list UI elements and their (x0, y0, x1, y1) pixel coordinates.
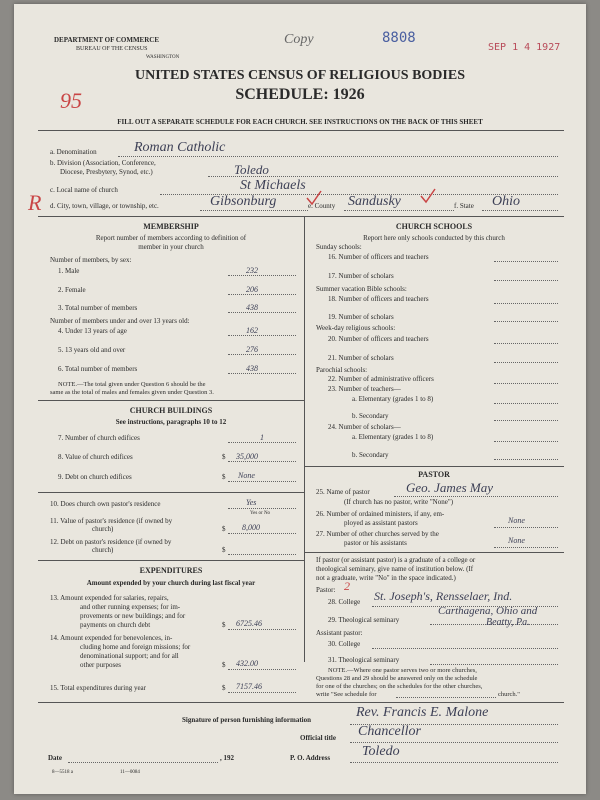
date-label: Date (48, 754, 62, 762)
q25-note: (If church has no pastor, write "None") (344, 498, 454, 506)
state-value: Ohio (492, 194, 520, 209)
q11-label-2: church) (92, 525, 114, 533)
q28-label: 28. College (328, 598, 361, 606)
pastor-note-1: NOTE.—Where one pastor serves two or more churches, (328, 667, 477, 674)
form-number-1: 8—5518 a (52, 770, 73, 775)
parochial-schools-label: Parochial schools: (316, 366, 368, 374)
official-title-value: Chancellor (358, 724, 421, 739)
q28-value: St. Joseph's, Rensselaer, Ind. (374, 589, 513, 603)
q10-value: Yes (246, 498, 257, 507)
q16-label: 16. Number of officers and teachers (328, 253, 429, 261)
q4-label: 4. Under 13 years of age (58, 327, 127, 335)
q27-label-1: 27. Number of other churches served by the (316, 530, 439, 538)
yes-no-hint: Yes or No (250, 511, 271, 516)
q29-value-2: Beatty, Pa. (486, 617, 530, 628)
membership-heading: MEMBERSHIP (143, 222, 199, 231)
q13-label-3: provements or new buildings; and for (80, 612, 186, 620)
q7-value: 1 (260, 433, 264, 442)
serial-stamp: 8808 (382, 30, 416, 46)
q27-value: None (508, 536, 525, 545)
weekday-schools-label: Week-day religious schools: (316, 324, 396, 332)
grad-instr-3: not a graduate, write "No" in the space indicated.) (316, 574, 456, 582)
buildings-sub: See instructions, paragraphs 10 to 12 (115, 418, 227, 426)
copy-annotation: Copy (284, 32, 314, 47)
membership-intro-1: Report number of members according to definition of (95, 234, 247, 242)
q7-label: 7. Number of church edifices (58, 434, 140, 442)
membership-note-1: NOTE.—The total given under Question 6 should be the (58, 381, 206, 388)
q3-value: 438 (246, 303, 258, 312)
q24-label: 24. Number of scholars— (328, 423, 401, 431)
signature-label: Signature of person furnishing information (182, 716, 311, 724)
q29-label: 29. Theological seminary (328, 616, 400, 624)
q8-value: 35,000 (236, 452, 258, 461)
schools-heading: CHURCH SCHOOLS (395, 222, 473, 231)
by-sex-label: Number of members, by sex: (50, 256, 132, 264)
q12-label-2: church) (92, 546, 114, 554)
q19-label: 19. Number of scholars (328, 313, 394, 321)
expenditures-sub: Amount expended by your church during last fiscal year (86, 579, 256, 587)
q1-label: 1. Male (58, 267, 80, 275)
q13-label-1: 13. Amount expended for salaries, repairs, (50, 594, 169, 602)
pastor-note-5: church." (498, 691, 520, 698)
pastor-mark: 2 (344, 579, 350, 593)
q14-label-2: cluding home and foreign missions; for (80, 643, 191, 651)
q11-value: 8,000 (242, 523, 260, 532)
q2-value: 206 (246, 285, 258, 294)
date-year: , 192 (220, 754, 234, 762)
state-label: f. State (454, 202, 474, 210)
q23b-label: b. Secondary (352, 412, 389, 420)
dept-label: DEPARTMENT OF COMMERCE (54, 36, 160, 44)
sunday-schools-label: Sunday schools: (316, 243, 362, 251)
form-subtitle: SCHEDULE: 1926 (235, 86, 365, 103)
q14-label-4: other purposes (80, 661, 122, 669)
q6-value: 438 (246, 364, 258, 373)
q9-value: None (238, 471, 255, 480)
q11-label-1: 11. Value of pastor's residence (if owned by (50, 517, 173, 525)
city-value: Gibsonburg (210, 194, 277, 209)
membership-intro-2: member in your church (138, 243, 204, 251)
q14-label-3: denominational support; and for all (80, 652, 179, 660)
official-title-label: Official title (300, 734, 336, 742)
form-number-2: 11—0084 (120, 770, 140, 775)
grad-instr-1: If pastor (or assistant pastor) is a graduate of a college or (316, 556, 476, 564)
q10-label: 10. Does church own pastor's residence (50, 500, 161, 508)
q13-label-2: and other running expenses; for im- (80, 603, 181, 611)
q4-value: 162 (246, 326, 258, 335)
q13-value: 6725.46 (236, 619, 262, 628)
q13-label-4: payments on church debt (80, 621, 151, 629)
expenditures-heading: EXPENDITURES (139, 566, 203, 575)
by-age-label: Number of members under and over 13 years old: (50, 317, 190, 325)
mark-95: 95 (60, 88, 82, 113)
pastor-note-4: write "See schedule for (316, 691, 377, 698)
q17-label: 17. Number of scholars (328, 272, 394, 280)
county-label: e. County (308, 202, 336, 210)
q1-value: 232 (246, 266, 258, 275)
denomination-label: a. Denomination (50, 148, 97, 156)
buildings-heading: CHURCH BUILDINGS (129, 406, 213, 415)
pastor-label: Pastor: (316, 586, 336, 594)
division-label-1: b. Division (Association, Conference, (50, 159, 156, 167)
q26-label-2: ployed as assistant pastors (344, 519, 418, 527)
schools-intro: Report here only schools conducted by this church (363, 234, 505, 242)
q2-label: 2. Female (58, 286, 86, 294)
signature-value: Rev. Francis E. Malone (356, 705, 489, 720)
q18-label: 18. Number of officers and teachers (328, 295, 429, 303)
church-name-value: St Michaels (240, 178, 306, 193)
q5-label: 5. 13 years old and over (58, 346, 126, 354)
q23a-label: a. Elementary (grades 1 to 8) (352, 395, 434, 403)
church-name-label: c. Local name of church (50, 186, 118, 194)
q14-value: 432.00 (236, 659, 258, 668)
po-address-value: Toledo (362, 744, 400, 759)
bureau-label: BUREAU OF THE CENSUS (76, 46, 148, 52)
division-value: Toledo (234, 162, 269, 177)
form-title: UNITED STATES CENSUS OF RELIGIOUS BODIES (134, 68, 465, 83)
po-address-label: P. O. Address (290, 754, 331, 762)
mark-r: R (28, 190, 42, 215)
instruction-line: FILL OUT A SEPARATE SCHEDULE FOR EACH CHURCH. SEE INSTRUCTIONS ON THE BACK OF THIS SHEET (117, 118, 483, 126)
q30-label: 30. College (328, 640, 361, 648)
division-label-2: Diocese, Presbytery, Synod, etc.) (60, 168, 153, 176)
q8-label: 8. Value of church edifices (58, 453, 133, 461)
census-schedule-page: DEPARTMENT OF COMMERCE BUREAU OF THE CENSUS WASHINGTON Copy 8808 SEP 1 4 1927 UNITED STATES CENSUS OF RELIGIOUS BODIES SCHEDULE: 1926 95 FILL OUT A SEPARATE SCHEDULE FOR EACH CHURCH. SEE INSTRUCTIONS ON THE BACK OF THIS SHEET R a. Denomination Roman Catholic b. Division (Association, Conference, Diocese, Presbytery, Synod, etc.) Toledo c. Local name of church St Michaels d. City, town, village, or township, etc. Gibsonburg e. County Sandusky f. State Ohio MEMBERSHIP Report number of members according to definition of member in your church Number of members, by sex: 1. Male 232 2. Female 206 3. Total number of members 438 Number of members under and over 13 years old: 4. Under 13 years of age 162 5. 13 years old and over 276 6. Total number of members 438 NOTE.—The total given under Question 6 should be the same as the total of males and females given under Question 3. CHURCH BUILDINGS See instructions, paragraphs 10 to 12 7. Number of church edifices 1 8. Value of church edifices $ 35,000 9. Debt on church edifices $ None 10. Does church own pastor's residence Yes Yes or No 11. Value of pastor's residence (if owned by church) $ 8,000 12. Debt on pastor's residence (if owned by church) $ EXPENDITURES Amount expended by your church during last fiscal year 13. Amount expended for salaries, repairs, and other running expenses; for im- provements or new buildings; and for payments on church debt $ 6725.46 14. Amount expended for benevolences, in- cluding home and foreign missions; for denominational support; and for all other purposes $ 432.00 15. Total expenditures during year $ 7157.46 CHURCH SCHOOLS Report here only schools conducted by this church Sunday schools: 16. Number of officers and teachers 17. Number of scholars Summer vacation Bible schools: 18. Number of officers and teachers 19. Number of scholars Week-day religious schools: 20. Number of officers and teachers 21. Number of scholars Parochial schools: 22. Number of administrative officers 23. Number of teachers— a. Elementary (grades 1 to 8) b. Secondary 24. Number of scholars— a. Elementary (grades 1 to 8) b. Secondary PASTOR 25. Name of pastor Geo. James May (If church has no pastor, write "None") 26. Number of ordained ministers, if any, em- ployed as assistant pastors None 27. Number of other churches served by the pastor or his assistants None If pastor (or assistant pastor) is a graduate of a college or theological seminary, give name of institution below. (If not a graduate, write "No" in the space indicated.) Pastor: 2 28. College St. Joseph's, Rensselaer, Ind. 29. Theological seminary Carthagena, Ohio and Beatty, Pa. Assistant pastor: 30. College 31. Theological seminary NOTE.—Where one pastor serves two or more churches, Questions 28 and 29 should be answered only on the schedule for one of the churches; on the schedules for the other churches, write "See schedule for church." Signature of person furnishing information Rev. Francis E. Malone Official title Chancellor Date , 192 P. O. Address Toledo 8—5518 a 11—0084 (14, 4, 586, 794)
q21-label: 21. Number of scholars (328, 354, 394, 362)
pastor-note-2: Questions 28 and 29 should be answered only on the schedule (316, 675, 478, 682)
q15-label: 15. Total expenditures during year (50, 684, 146, 692)
q6-label: 6. Total number of members (58, 365, 138, 373)
date-stamp: SEP 1 4 1927 (488, 42, 561, 53)
q12-label-1: 12. Debt on pastor's residence (if owned by (50, 538, 172, 546)
q5-value: 276 (246, 345, 258, 354)
grad-instr-2: theological seminary, give name of institution below. (If (316, 565, 474, 573)
q25-value: Geo. James May (406, 480, 493, 495)
check-mark-icon (304, 188, 324, 208)
q26-value: None (508, 516, 525, 525)
pastor-note-3: for one of the churches; on the schedules for the other churches, (316, 683, 483, 690)
q22-label: 22. Number of administrative officers (328, 375, 434, 383)
q24a-label: a. Elementary (grades 1 to 8) (352, 433, 434, 441)
denomination-value: Roman Catholic (134, 140, 226, 155)
city-label-field: d. City, town, village, or township, etc. (50, 202, 159, 210)
q15-value: 7157.46 (236, 682, 262, 691)
assistant-pastor-label: Assistant pastor: (316, 629, 363, 637)
q3-label: 3. Total number of members (58, 304, 138, 312)
q31-label: 31. Theological seminary (328, 656, 400, 664)
membership-note-2: same as the total of males and females given under Question 3. (50, 389, 214, 396)
q20-label: 20. Number of officers and teachers (328, 335, 429, 343)
q27-label-2: pastor or his assistants (344, 539, 407, 547)
q24b-label: b. Secondary (352, 451, 389, 459)
q29-value-1: Carthagena, Ohio and (438, 605, 538, 617)
vacation-schools-label: Summer vacation Bible schools: (316, 285, 407, 293)
q9-label: 9. Debt on church edifices (58, 473, 132, 481)
county-value: Sandusky (348, 194, 401, 209)
q25-label: 25. Name of pastor (316, 488, 370, 496)
pastor-heading: PASTOR (418, 470, 450, 479)
q26-label-1: 26. Number of ordained ministers, if any, em- (316, 510, 445, 518)
check-mark-icon (418, 186, 438, 206)
q14-label-1: 14. Amount expended for benevolences, in- (50, 634, 173, 642)
city-label: WASHINGTON (146, 55, 180, 60)
q23-label: 23. Number of teachers— (328, 385, 401, 393)
